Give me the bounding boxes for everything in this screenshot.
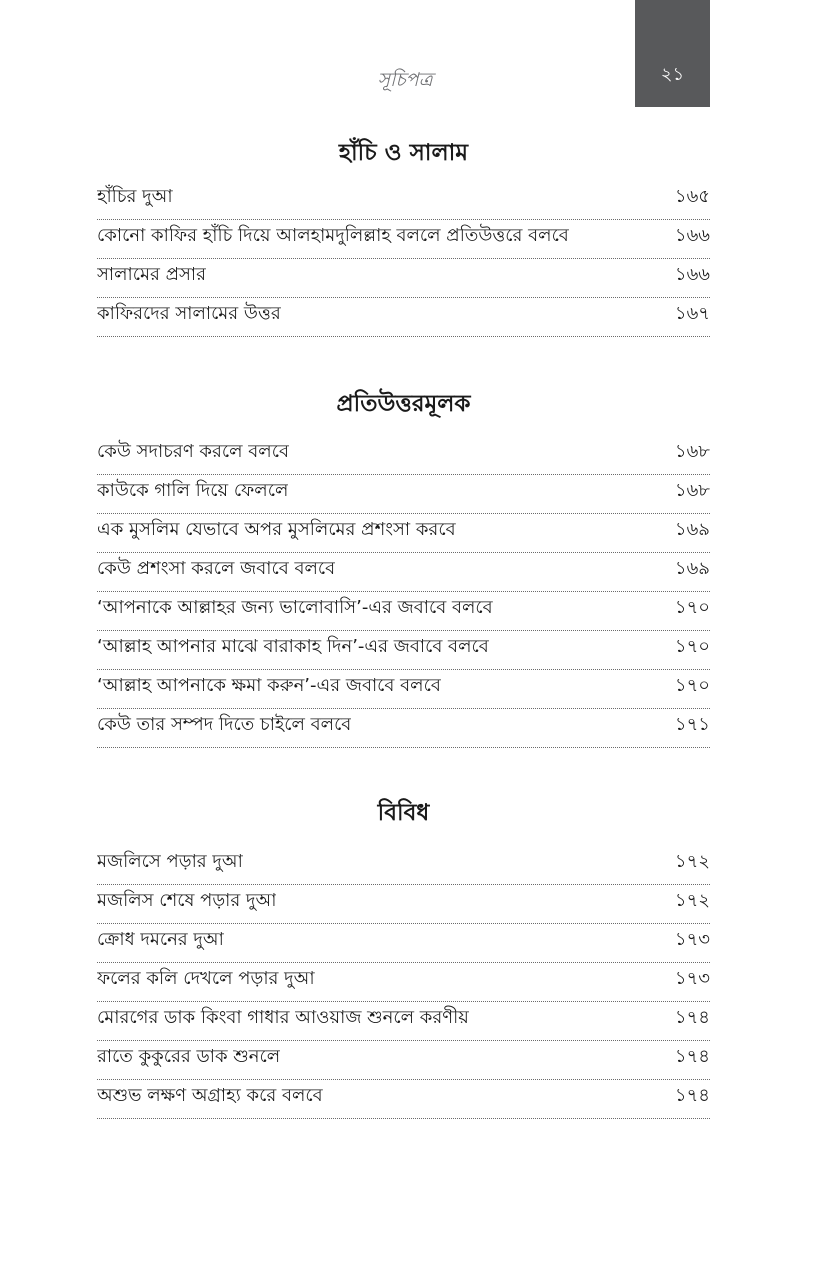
toc-entry-page: ১৭০ — [674, 675, 710, 696]
toc-entry[interactable] — [97, 885, 710, 924]
toc-entry[interactable] — [97, 631, 710, 670]
toc-entry-page: ১৬৯ — [674, 558, 710, 579]
toc-entry[interactable] — [97, 553, 710, 592]
toc-entry[interactable] — [97, 709, 710, 748]
toc-entry-title: ‘আপনাকে আল্লাহর জন্য ভালোবাসি’-এর জবাবে বলবে — [97, 597, 493, 618]
toc-entry-title: মোরগের ডাক কিংবা গাধার আওয়াজ শুনলে করণীয় — [97, 1007, 469, 1028]
toc-entry[interactable] — [97, 1041, 710, 1080]
toc-entry-title: রাতে কুকুরের ডাক শুনলে — [97, 1046, 281, 1067]
toc-section-miscellaneous — [97, 846, 710, 1119]
page-number-tab — [635, 0, 710, 107]
toc-entry-page: ১৬৫ — [674, 186, 710, 207]
toc-entry-page: ১৭০ — [674, 636, 710, 657]
toc-entry-page: ১৭২ — [674, 851, 710, 872]
toc-entry[interactable] — [97, 514, 710, 553]
toc-entry[interactable] — [97, 1080, 710, 1119]
section-heading-responses: প্রতিউত্তরমূলক — [336, 391, 471, 417]
toc-entry-title: কেউ প্রশংসা করলে জবাবে বলবে — [97, 558, 336, 579]
toc-entry-title: কোনো কাফির হাঁচি দিয়ে আলহামদুলিল্লাহ বললে প্রতিউত্তরে বলবে — [97, 225, 569, 246]
toc-entry-page: ১৬৬ — [674, 225, 710, 246]
toc-entry[interactable] — [97, 220, 710, 259]
toc-entry-title: অশুভ লক্ষণ অগ্রাহ্য করে বলবে — [97, 1085, 323, 1106]
toc-entry-title: মজলিস শেষে পড়ার দুআ — [97, 890, 277, 911]
toc-entry-page: ১৭২ — [674, 890, 710, 911]
toc-entry-page: ১৬৬ — [674, 264, 710, 285]
toc-entry-title: হাঁচির দুআ — [97, 186, 173, 207]
section-heading-sneezing-salam: হাঁচি ও সালাম — [338, 140, 469, 166]
toc-entry-title: এক মুসলিম যেভাবে অপর মুসলিমের প্রশংসা করবে — [97, 519, 456, 540]
toc-entry[interactable] — [97, 1002, 710, 1041]
toc-entry[interactable] — [97, 846, 710, 885]
toc-entry-title: ‘আল্লাহ আপনার মাঝে বারাকাহ দিন’-এর জবাবে বলবে — [97, 636, 489, 657]
page-number: ২১ — [660, 64, 685, 85]
toc-entry-title: কাফিরদের সালামের উত্তর — [97, 303, 281, 324]
toc-entry-title: মজলিসে পড়ার দুআ — [97, 851, 243, 872]
toc-entry[interactable] — [97, 298, 710, 337]
toc-entry[interactable] — [97, 670, 710, 709]
toc-entry[interactable] — [97, 592, 710, 631]
running-head-title: সূচিপত্র — [377, 69, 433, 91]
toc-entry-page: ১৭৪ — [674, 1007, 710, 1028]
section-heading-miscellaneous: বিবিধ — [377, 800, 430, 826]
toc-entry-title: ‘আল্লাহ আপনাকে ক্ষমা করুন’-এর জবাবে বলবে — [97, 675, 441, 696]
toc-entry-title: ক্রোধ দমনের দুআ — [97, 929, 224, 950]
toc-entry[interactable] — [97, 475, 710, 514]
toc-entry-page: ১৭৪ — [674, 1046, 710, 1067]
toc-entry-page: ১৭৪ — [674, 1085, 710, 1106]
toc-entry-title: ফলের কলি দেখলে পড়ার দুআ — [97, 968, 315, 989]
toc-entry-title: কাউকে গালি দিয়ে ফেললে — [97, 480, 289, 501]
toc-entry[interactable] — [97, 181, 710, 220]
toc-entry-page: ১৭৩ — [674, 968, 710, 989]
toc-entry[interactable] — [97, 436, 710, 475]
toc-section-sneezing-salam — [97, 181, 710, 337]
toc-entry-title: কেউ সদাচরণ করলে বলবে — [97, 441, 289, 462]
toc-entry-page: ১৭৩ — [674, 929, 710, 950]
toc-entry-page: ১৭০ — [674, 597, 710, 618]
toc-entry-page: ১৬৮ — [674, 480, 710, 501]
toc-entry-title: কেউ তার সম্পদ দিতে চাইলে বলবে — [97, 714, 352, 735]
toc-entry-page: ১৬৭ — [674, 303, 710, 324]
toc-entry[interactable] — [97, 259, 710, 298]
toc-entry[interactable] — [97, 963, 710, 1002]
toc-entry-page: ১৬৯ — [674, 519, 710, 540]
toc-section-responses — [97, 436, 710, 748]
toc-entry-page: ১৭১ — [674, 714, 710, 735]
toc-entry[interactable] — [97, 924, 710, 963]
toc-entry-page: ১৬৮ — [674, 441, 710, 462]
toc-entry-title: সালামের প্রসার — [97, 264, 207, 285]
